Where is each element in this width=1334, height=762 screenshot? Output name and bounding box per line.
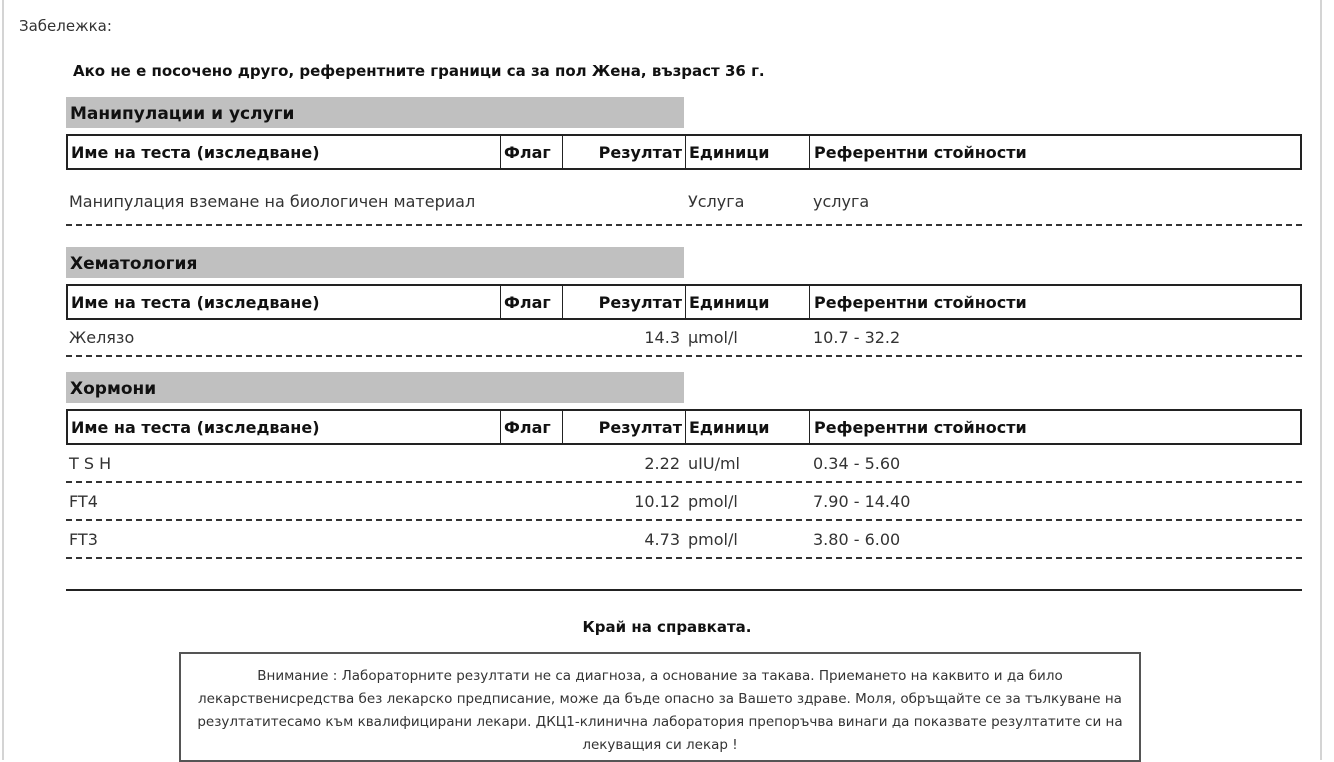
column-header-reference: Референтни стойности <box>814 293 1027 312</box>
column-header-result: Резултат <box>563 136 686 168</box>
cell-name: Желязо <box>69 328 135 347</box>
section-2 <box>66 372 1302 559</box>
cell-name: T S H <box>69 453 112 473</box>
section-1 <box>66 247 1302 357</box>
column-header-result: Резултат <box>563 286 686 318</box>
section-title: Хематология <box>66 247 684 278</box>
column-header-flag: Флаг <box>501 136 563 168</box>
column-header-name: Име на теста (изследване) <box>68 411 501 443</box>
column-header-flag: Флаг <box>501 286 563 318</box>
table-row <box>66 483 1302 521</box>
end-of-report: Край на справката. <box>582 618 752 636</box>
cell-result: 14.3 <box>644 328 680 347</box>
cell-name: FT3 <box>69 529 98 549</box>
column-header-units: Единици <box>686 286 810 318</box>
cell-result: 10.12 <box>634 491 680 511</box>
column-header-result: Резултат <box>563 411 686 443</box>
table-header <box>66 409 1302 445</box>
cell-units: pmol/l <box>688 529 738 549</box>
cell-name: Манипулация вземане на биологичен материал <box>69 192 476 211</box>
cell-reference: 0.34 - 5.60 <box>813 453 901 473</box>
table-header <box>66 284 1302 320</box>
section-0 <box>66 97 1302 226</box>
cell-reference: 7.90 - 14.40 <box>813 491 911 511</box>
table-row <box>66 320 1302 357</box>
table-row <box>66 445 1302 483</box>
cell-result: 2.22 <box>644 453 680 473</box>
cell-units: µmol/l <box>688 328 738 347</box>
column-header-flag: Флаг <box>501 411 563 443</box>
cell-units: Услуга <box>688 191 745 211</box>
reference-note: Ако не е посочено друго, референтните граници са за пол Жена, възраст 36 г. <box>73 62 765 80</box>
table-row <box>66 178 1302 226</box>
section-title: Манипулации и услуги <box>66 97 684 128</box>
column-header-name: Име на теста (изследване) <box>68 136 501 168</box>
table-header <box>66 134 1302 170</box>
section-title: Хормони <box>66 372 684 403</box>
cell-units: pmol/l <box>688 491 738 511</box>
column-header-reference: Референтни стойности <box>814 143 1027 162</box>
column-header-reference: Референтни стойности <box>814 418 1027 437</box>
cell-reference: 3.80 - 6.00 <box>813 529 901 549</box>
cell-reference: услуга <box>813 191 870 211</box>
cell-name: FT4 <box>69 491 98 511</box>
divider <box>66 589 1302 591</box>
table-row <box>66 521 1302 559</box>
cell-units: uIU/ml <box>688 453 740 473</box>
column-header-units: Единици <box>686 136 810 168</box>
column-header-name: Име на теста (изследване) <box>68 286 501 318</box>
note-label: Забележка: <box>19 17 112 35</box>
cell-reference: 10.7 - 32.2 <box>813 328 901 347</box>
warning-box: Внимание : Лабораторните резултати не са диагноза, а основание за такава. Приемането на каквито и да било лекарственисредства без лекарско предписание, може да бъде опасно за Вашето здраве. Моля, обръщайте се за тълкуване на резултатитесамо към квалифицирани лекари. ДКЦ1-клинична лаборатория препоръчва винаги да показвате резултатите си на лекуващия си лекар ! <box>179 652 1141 762</box>
cell-result: 4.73 <box>644 529 680 549</box>
column-header-units: Единици <box>686 411 810 443</box>
